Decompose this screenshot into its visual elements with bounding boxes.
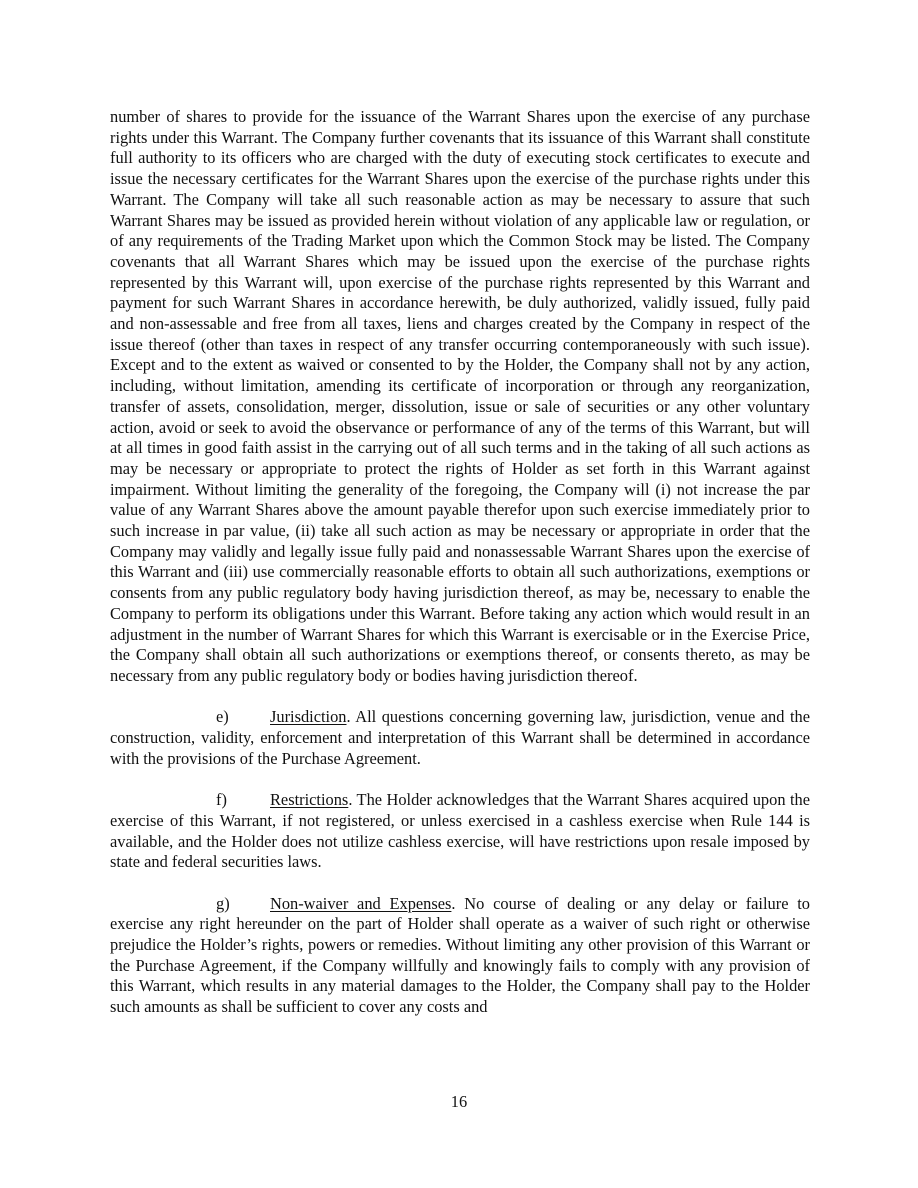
section-text: . All questions concerning governing law, jurisdiction, venue and the construction, validity, enforcement and interpretation of this Warrant shall be determined in accordance with the provisions of the Purchase Agreement. <box>110 707 810 768</box>
section-heading: Restrictions <box>270 790 349 810</box>
section-g-non-waiver <box>110 894 810 1018</box>
document-body <box>110 107 810 1018</box>
section-label: f) <box>216 790 227 810</box>
continuation-paragraph: number of shares to provide for the issuance of the Warrant Shares upon the exercise of any purchase rights under this Warrant. The Company further covenants that its issuance of this Warrant shall constitute full authority to its officers who are charged with the duty of executing stock certificates to execute and issue the necessary certificates for the Warrant Shares upon the exercise of the purchase rights under this Warrant. The Company will take all such reasonable action as may be necessary to assure that such Warrant Shares may be issued as provided herein without violation of any applicable law or regulation, or of any requirements of the Trading Market upon which the Common Stock may be listed. The Company covenants that all Warrant Shares which may be issued upon the exercise of the purchase rights represented by this Warrant will, upon exercise of the purchase rights represented by this Warrant and payment for such Warrant Shares in accordance herewith, be duly authorized, validly issued, fully paid and non-assessable and free from all taxes, liens and charges created by the Company in respect of the issue thereof (other than taxes in respect of any transfer occurring contemporaneously with such issue). Except and to the extent as waived or consented to by the Holder, the Company shall not by any action, including, without limitation, amending its certificate of incorporation or through any reorganization, transfer of assets, consolidation, merger, dissolution, issue or sale of securities or any other voluntary action, avoid or seek to avoid the observance or performance of any of the terms of this Warrant, but will at all times in good faith assist in the carrying out of all such terms and in the taking of all such actions as may be necessary or appropriate to protect the rights of Holder as set forth in this Warrant against impairment. Without limiting the generality of the foregoing, the Company will (i) not increase the par value of any Warrant Shares above the amount payable therefor upon such exercise immediately prior to such increase in par value, (ii) take all such action as may be necessary or appropriate in order that the Company may validly and legally issue fully paid and nonassessable Warrant Shares upon the exercise of this Warrant and (iii) use commercially reasonable efforts to obtain all such authorizations, exemptions or consents from any public regulatory body having jurisdiction thereof, as may be, necessary to enable the Company to perform its obligations under this Warrant. Before taking any action which would result in an adjustment in the number of Warrant Shares for which this Warrant is exercisable or in the Exercise Price, the Company shall obtain all such authorizations or exemptions thereof, or consents thereto, as may be necessary from any public regulatory body or bodies having jurisdiction thereof. <box>110 107 810 685</box>
section-label: e) <box>216 707 229 727</box>
section-f-restrictions <box>110 790 810 873</box>
page-number: 16 <box>450 1092 468 1111</box>
section-text: . The Holder acknowledges that the Warrant Shares acquired upon the exercise of this Warrant, if not registered, or unless exercised in a cashless exercise when Rule 144 is available, and the Holder does not utilize cashless exercise, will have restrictions upon resale imposed by state and federal securities laws. <box>110 790 810 872</box>
section-heading: Jurisdiction <box>270 707 347 727</box>
section-label: g) <box>216 893 230 913</box>
section-text: . No course of dealing or any delay or failure to exercise any right hereunder on the part of Holder shall operate as a waiver of such right or otherwise prejudice the Holder’s rights, powers or remedies. Without limiting any other provision of this Warrant or the Purchase Agreement, if the Company willfully and knowingly fails to comply with any provision of this Warrant, which results in any material damages to the Holder, the Company shall pay to the Holder such amounts as shall be sufficient to cover any costs and <box>110 893 810 1017</box>
section-heading: Non-waiver and Expenses <box>270 893 452 913</box>
section-e-jurisdiction <box>110 707 810 769</box>
